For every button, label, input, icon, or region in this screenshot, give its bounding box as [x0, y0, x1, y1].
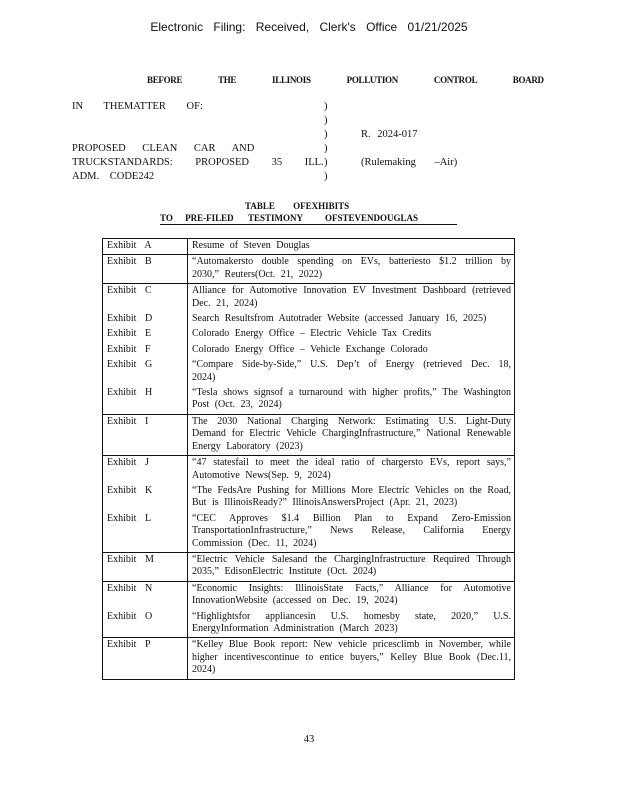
exhibit-description: “Electric Vehicle Salesand the ChargingInfrastructure Required Through 2035,” EdisonElectric Institute (Oct. 2024): [188, 552, 515, 581]
exhibit-description: Colorado Energy Office – Electric Vehicle Tax Credits: [192, 328, 432, 340]
exhibit-description: Search Resultsfrom Autotrader Website (accessed January 16, 2025): [192, 313, 487, 325]
exhibit-description: Resume of Steven Douglas: [188, 239, 515, 255]
exhibit-label: Exhibit F: [103, 343, 188, 358]
exhibit-row: [103, 358, 515, 386]
caption-paren: ): [324, 115, 328, 126]
exhibits-table-body: [103, 239, 515, 680]
exhibit-label: Exhibit O: [103, 610, 188, 638]
exhibit-description: Alliance for Automotive Innovation EV Investment Dashboard (retrieved Dec. 21, 2024): [188, 284, 515, 312]
exhibit-description: “The FedsAre Pushing for Millions More Electric Vehicles on the Road, But is IllinoisReady?” IllinoisAnswersProject (Apr. 21, 2023): [192, 484, 511, 509]
exhibit-description: “47 statesfail to meet the ideal ratio of chargersto EVs, report says,” Automotive News(Sep. 9, 2024): [188, 456, 515, 484]
exhibit-description: The 2030 National Charging Network: Estimating U.S. Light-Duty Demand for Electric Vehicle ChargingInfrastructure,” National Renewable Energy Laboratory (2023): [188, 414, 515, 455]
caption-paren: ): [324, 171, 328, 182]
exhibit-row: [103, 312, 515, 327]
exhibit-label: Exhibit H: [103, 386, 188, 414]
exhibit-row: [103, 638, 515, 679]
exhibit-row: [103, 581, 515, 609]
caption-paren: ): [324, 101, 328, 112]
exhibits-table: [102, 238, 515, 680]
exhibit-label: Exhibit B: [103, 255, 188, 284]
exhibit-row: [103, 386, 515, 414]
exhibit-label: Exhibit G: [103, 358, 188, 386]
exhibit-row: [103, 610, 515, 638]
caption-paren: ): [324, 129, 328, 140]
docket-number: R. 2024-017: [361, 129, 418, 140]
exhibit-row: [103, 484, 515, 512]
exhibit-description: “Automakersto double spending on EVs, batteriesto $1.2 trillion by 2030,” Reuters(Oct. 21, 2022): [188, 255, 515, 284]
page-number: 43: [303, 734, 315, 745]
proposed-line-2: TRUCKSTANDARDS: PROPOSED 35 ILL.: [72, 157, 324, 168]
exhibit-label: Exhibit A: [103, 239, 188, 255]
exhibit-label: Exhibit N: [103, 581, 188, 609]
exhibit-row: [103, 284, 515, 312]
filing-stamp: Electronic Filing: Received, Clerk's Office 01/21/2025: [150, 20, 468, 34]
exhibit-row: [103, 239, 515, 255]
exhibit-row: [103, 456, 515, 484]
exhibit-row: [103, 552, 515, 581]
proposed-line-1: PROPOSED CLEAN CAR AND: [72, 143, 255, 154]
exhibit-label: Exhibit C: [103, 284, 188, 312]
exhibit-description: “CEC Approves $1.4 Billion Plan to Expand Zero-Emission TransportationInfrastructure,” News Release, California Energy Commission (Dec. 11, 2024): [192, 512, 511, 549]
toc-title-to: TO PRE-FILED: [160, 213, 234, 223]
caption-paren: ): [324, 143, 328, 154]
exhibit-label: Exhibit I: [103, 414, 188, 455]
exhibit-label: Exhibit P: [103, 638, 188, 679]
rulemaking-type: (Rulemaking –Air): [361, 157, 458, 168]
exhibit-label: Exhibit D: [103, 312, 188, 327]
toc-title-underline: [160, 224, 457, 225]
exhibit-row: [103, 414, 515, 455]
exhibit-description: “Economic Insights: IllinoisState Facts,” Alliance for Automotive InnovationWebsite (accessed on Dec. 19, 2024): [188, 581, 515, 609]
exhibit-description: Colorado Energy Office – Vehicle Exchange Colorado: [192, 343, 428, 355]
exhibit-label: Exhibit L: [103, 512, 188, 553]
exhibit-row: [103, 343, 515, 358]
exhibit-label: Exhibit K: [103, 484, 188, 512]
exhibit-description: “Compare Side-by-Side,” U.S. Dep’t of Energy (retrieved Dec. 18, 2024): [192, 359, 511, 383]
matter-line: IN THEMATTER OF:: [72, 101, 203, 112]
exhibit-description: “Kelley Blue Book report: New vehicle pricesclimb in November, while higher incentivescontinue to entice buyers,” Kelley Blue Book (Dec.11, 2024): [188, 638, 515, 679]
exhibit-label: Exhibit M: [103, 552, 188, 581]
exhibit-label: Exhibit E: [103, 327, 188, 342]
toc-title-testimony: TESTIMONY: [248, 213, 304, 223]
caption-paren: ): [324, 157, 328, 168]
exhibit-description: “Tesla shows signsof a turnaround with higher profits,” The Washington Post (Oct. 23, 2024): [192, 387, 511, 411]
exhibit-row: [103, 327, 515, 342]
toc-title-name: OFSTEVENDOUGLAS: [325, 213, 419, 223]
toc-title-line-1: TABLE OFEXHIBITS: [245, 201, 350, 211]
proposed-line-3: ADM. CODE242: [72, 171, 155, 182]
exhibit-row: [103, 255, 515, 284]
board-title: BEFORE THE ILLINOIS POLLUTION CONTROL BOARD: [147, 75, 544, 85]
exhibit-description: “Highlightsfor appliancesin U.S. homesby state, 2020,” U.S. EnergyInformation Administration (March 2023): [192, 610, 511, 634]
exhibit-row: [103, 512, 515, 553]
exhibit-label: Exhibit J: [103, 456, 188, 484]
